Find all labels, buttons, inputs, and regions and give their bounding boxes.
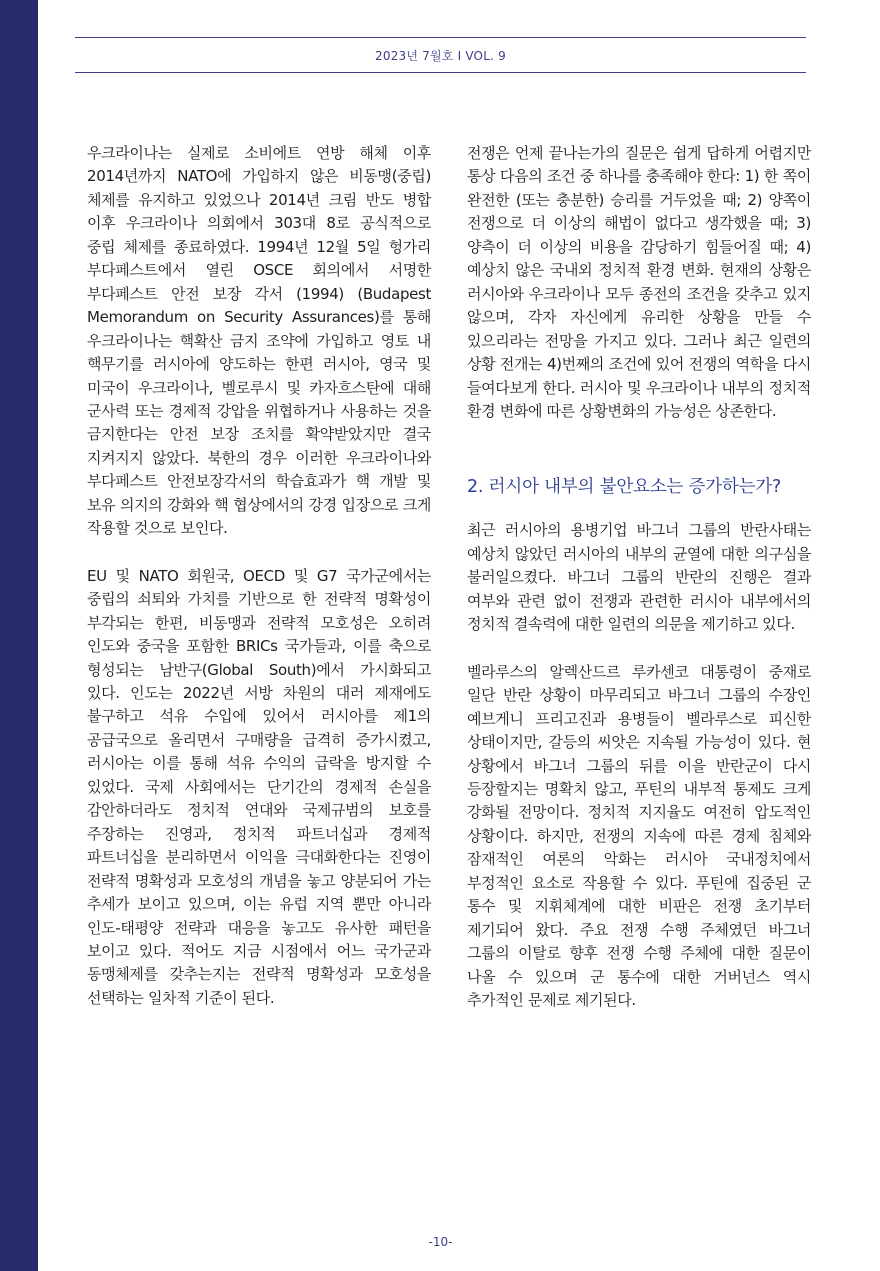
- section-heading: 2. 러시아 내부의 불안요소는 증가하는가?: [467, 477, 782, 498]
- right-intro-paragraph: 전쟁은 언제 끝나는가의 질문은 쉽게 답하게 어렵지만 통상 다음의 조건 중 하나를 충족해야 한다: 1) 한 쪽이 완전한 (또는 충분한) 승리를 거두었을 때; 2) 양쪽이 전쟁으로 더 이상의 해법이 없다고 생각했을 때; 3) 양측이 더 이상의 비용을 감당하기 힘들어질 때; 4) 예상치 않은 국내외 정치적 환경 변화. 현재의 상황은 러시아와 우크라이나 모두 종전의 조건을 갖추고 있지 않으며, 각자 자신에게 유리한 상황을 만들 수 있으리라는 전망을 가지고 있다. 그러나 최근 일련의 상황 전개는 4)번째의 조건에 있어 전쟁의 역학을 다시 들여다보게 한다. 러시아 및 우크라이나 내부의 정치적 환경 변화에 따른 상황변화의 가능성은 상존한다.: [467, 144, 811, 420]
- right-column: [467, 142, 811, 1013]
- left-column: [87, 142, 431, 1010]
- left-paragraph-2: EU 및 NATO 회원국, OECD 및 G7 국가군에서는 중립의 쇠퇴와 가치를 기반으로 한 전략적 명확성이 부각되는 한편, 비동맹과 전략적 모호성은 오히려 인도와 중국을 포함한 BRICs 국가들과, 이를 축으로 형성되는 남반구(Global South)에서 가시화되고 있다. 인도는 2022년 서방 차원의 대러 제재에도 불구하고 석유 수입에 있어서 러시아를 제1의 공급국으로 올리면서 구매량을 급격히 증가시켰고, 러시아는 이를 통해 석유 수익의 급락을 방지할 수 있었다. 국제 사회에서는 단기간의 경제적 손실을 감안하더라도 정치적 연대와 국제규범의 보호를 주장하는 진영과, 정치적 파트너십과 경제적 파트너십을 분리하면서 이익을 극대화한다는 진영이 전략적 명확성과 모호성의 개념을 놓고 양분되어 가는 추세가 보이고 있으며, 이는 유럽 지역 뿐만 아니라 인도-태평양 전략과 대응을 놓고도 유사한 패턴을 보이고 있다. 적어도 지금 시점에서 어느 국가군과 동맹체제를 갖추는지는 전략적 명확성과 모호성을 선택하는 일차적 기준이 된다.: [87, 566, 431, 1007]
- page-number: -10-: [428, 1235, 453, 1249]
- section-paragraph-2: 벨라루스의 알렉산드르 루카센코 대통령이 중재로 일단 반란 상황이 마무리되고 바그너 그룹의 수장인 예브게니 프리고진과 용병들이 벨라루스로 피신한 상태이지만, 갈등의 씨앗은 지속될 가능성이 있다. 현 상황에서 바그너 그룹의 뒤를 이을 반란군이 다시 등장할지는 명확치 않고, 푸틴의 내부적 통제도 크게 강화될 전망이다. 정치적 지지율도 여전히 압도적인 상황이다. 하지만, 전쟁의 지속에 따른 경제 침체와 잠재적인 여론의 악화는 러시아 국내정치에서 부정적인 요소로 작용할 수 있다. 푸틴에 집중된 군 통수 및 지휘체계에 대한 비판은 전쟁 초기부터 제기되어 왔다. 주요 전쟁 수행 주체였던 바그너 그룹의 이탈로 향후 전쟁 수행 주체에 대한 질문이 나올 수 있으며 군 통수에 대한 거버넌스 역시 추가적인 문제로 제기된다.: [467, 662, 811, 1010]
- left-accent-bar: [0, 0, 38, 1271]
- header-bottom-rule: [75, 72, 806, 73]
- header-top-rule: [75, 37, 806, 38]
- left-paragraph-1: 우크라이나는 실제로 소비에트 연방 해체 이후 2014년까지 NATO에 가입하지 않은 비동맹(중립) 체제를 유지하고 있었으나 2014년 크림 반도 병합 이후 우크라이나 의회에서 303대 8로 공식적으로 중립 체제를 종료하였다. 1994년 12월 5일 헝가리 부다페스트에서 열린 OSCE 회의에서 서명한 부다페스트 안전 보장 각서 (1994) (Budapest Memorandum on Security Assurances)를 통해 우크라이나는 핵확산 금지 조약에 가입하고 영토 내 핵무기를 러시아에 양도하는 한편 러시아, 영국 및 미국이 우크라이나, 벨로루시 및 카자흐스탄에 대해 군사력 또는 경제적 강압을 위협하거나 사용하는 것을 금지한다는 안전 보장 조치를 확약받았지만 결국 지켜지지 않았다. 북한의 경우 이러한 우크라이나와 부다페스트 안전보장각서의 학습효과가 핵 개발 및 보유 의지의 강화와 핵 협상에서의 강경 입장으로 크게 작용할 것으로 보인다.: [87, 144, 431, 538]
- issue-label: 2023년 7월호 I VOL. 9: [375, 49, 506, 63]
- section-paragraph-1: 최근 러시아의 용병기업 바그너 그룹의 반란사태는 예상치 않았던 러시아의 내부의 균열에 대한 의구심을 불러일으켰다. 바그너 그룹의 반란의 진행은 결과 여부와 관련 없이 전쟁과 관련한 러시아 내부에서의 정치적 결속력에 대한 일련의 의문을 제기하고 있다.: [467, 521, 811, 634]
